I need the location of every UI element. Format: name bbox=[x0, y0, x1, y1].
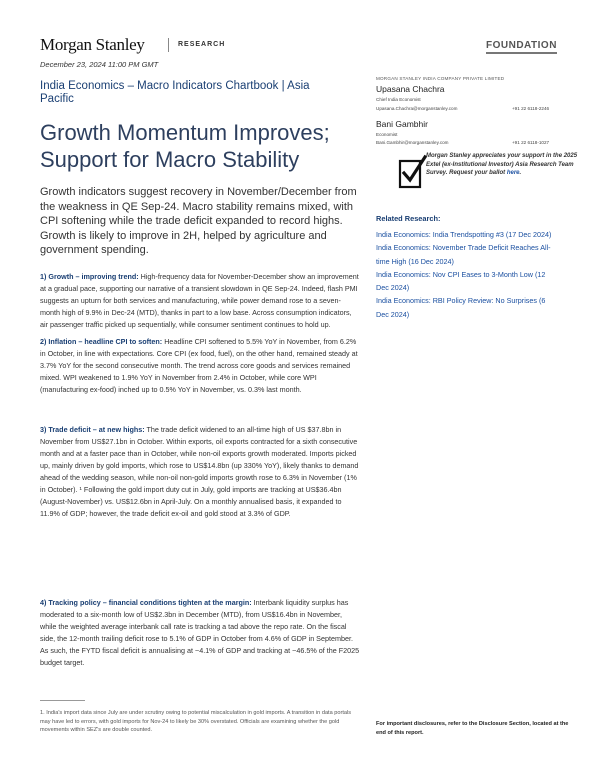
ballot-check-icon bbox=[398, 153, 428, 191]
author-email[interactable]: Upasana.Chachra@morganstanley.com bbox=[376, 106, 458, 111]
report-series: India Economics – Macro Indicators Chartbook | Asia Pacific bbox=[40, 80, 310, 105]
author-phone: +91 22 6118-2246 bbox=[512, 106, 550, 111]
section-label: RESEARCH bbox=[178, 41, 226, 48]
paragraph-growth bbox=[40, 271, 360, 331]
paragraph-heading: 2) Inflation – headline CPI to soften: bbox=[40, 337, 163, 346]
paragraph-text: Headline CPI softened to 5.5% YoY in November, from 6.2% in October, in line with expectations. Core CPI (ex food, fuel), on the other hand, remained steady at 3.7% YoY for the second consecutive month. The trend across core goods and services remained mixed. WPI weakened to 1.9% YoY in November from 2.4% in October, while core WPI (manufacturing ex-food) inched up to 0.5% YoY in November, vs. 0.3% last month. bbox=[40, 337, 358, 394]
survey-text: Morgan Stanley appreciates your support in the 2025 Extel (ex-Institutional Investor) Asia Research Team Survey. Request your ballot bbox=[426, 153, 578, 177]
related-research-link[interactable]: India Economics: India Trendspotting #3 (17 Dec 2024) bbox=[376, 230, 552, 239]
paragraph-text: Interbank liquidity surplus has moderated to a six-month low of US$2.3bn in December (MTD), from US$16.4bn in November, while the weighted average interbank call rate is tracking a tad above the repo rate. On the fiscal side, the 12-month trailing deficit rose to 5.1% of GDP in October from 4.6% of GDP in September. As such, the FYTD fiscal deficit is annualising at ~4.1% of GDP and tracking at ~46.5% of the F2025 budget target. bbox=[40, 598, 360, 667]
disclosure-note: For important disclosures, refer to the Disclosure Section, located at the end of this report. bbox=[376, 721, 569, 736]
paragraph-heading: 3) Trade deficit – at new highs: bbox=[40, 425, 145, 434]
lead-summary: Growth indicators suggest recovery in November/December from the weakness in QE Sep-24. Macro stability remains mixed, with CPI softening while the trade deficit expanded to record highs. Growth is likely to improve in 2H, helped by agriculture and government spending. bbox=[40, 186, 357, 256]
report-tag: FOUNDATION bbox=[486, 40, 557, 54]
author-name: Upasana Chachra bbox=[376, 84, 445, 94]
paragraph-heading: 4) Tracking policy – financial conditions tighten at the margin: bbox=[40, 598, 252, 607]
related-research-link[interactable]: India Economics: November Trade Deficit Reaches All-time High (16 Dec 2024) bbox=[376, 243, 551, 266]
page-title: Growth Momentum Improves; Support for Macro Stability bbox=[40, 120, 330, 172]
publish-date: December 23, 2024 11:00 PM GMT bbox=[40, 60, 159, 69]
ballot-link[interactable]: here bbox=[506, 170, 520, 177]
author-role: Economist bbox=[376, 132, 398, 137]
related-research-heading: Related Research: bbox=[376, 214, 441, 223]
paragraph-trade bbox=[40, 424, 360, 520]
author-email[interactable]: Bani.Gambhir@morganstanley.com bbox=[376, 140, 449, 145]
author-role: Chief India Economist bbox=[376, 97, 421, 102]
brand-logo: Morgan Stanley bbox=[40, 35, 145, 54]
paragraph-text: The trade deficit widened to an all-time high of US $37.8bn in November from US$27.1bn in October. Within exports, oil exports contracted for a sixth consecutive month and at a faster pace than in October, while non-oil exports growth moderated. Imports picked up, mainly driven by gold imports, which rose to US$14.8bn (up 330% YoY), likely thanks to demand ahead of the wedding season, while non-oil non-gold imports growth rose to 6.3% in November (1% in October). ¹ Following the gold import duty cut in July, gold imports are tracking at US$36.4bn (August-November) vs. US$12.6bn in April-July. On a monthly annualised basis, it expanded to 11.9% of GDP; however, the trade deficit ex-oil and gold stood at 3.3% of GDP. bbox=[40, 425, 359, 518]
entity-name: MORGAN STANLEY INDIA COMPANY PRIVATE LIMITED bbox=[376, 76, 505, 81]
footnote: 1. India's import data since July are under scrutiny owing to potential miscalculation in gold imports. A transition in data portals may have led to errors, with gold imports for Nov-24 to likely be 30% overstated. Officials are examining whether the gold movements within SEZ's are double counted. bbox=[40, 710, 352, 733]
related-research-link[interactable]: India Economics: RBI Policy Review: No Surprises (6 Dec 2024) bbox=[376, 296, 546, 319]
author-phone: +91 22 6118-1027 bbox=[512, 140, 550, 145]
related-research-list bbox=[376, 228, 556, 321]
related-research-link[interactable]: India Economics: Nov CPI Eases to 3-Month Low (12 Dec 2024) bbox=[376, 269, 546, 293]
survey-notice: Morgan Stanley appreciates your support in the 2025 Extel (ex-Institutional Investor) Asia Research Team Survey. Request your ballot here. bbox=[426, 153, 578, 177]
paragraph-policy bbox=[40, 597, 360, 669]
paragraph-inflation bbox=[40, 336, 360, 396]
footnote-divider bbox=[40, 700, 85, 701]
paragraph-text: High-frequency data for November-December show an improvement at a gradual pace, supporting our narrative of a transient slowdown in QE Sep-24. Indeed, flash PMI suggests an upturn for both services and manufacturing, while power demand rose to a seven-month high of 9.9% in Dec-24 (MTD), thanks in part to a low base. Across consumption indicators, air passenger traffic picked up sequentially, while consumer sentiment continues to hold up. bbox=[40, 272, 359, 329]
author-name: Bani Gambhir bbox=[376, 119, 428, 129]
paragraph-heading: 1) Growth – improving trend: bbox=[40, 272, 139, 281]
brand-divider bbox=[168, 38, 169, 52]
